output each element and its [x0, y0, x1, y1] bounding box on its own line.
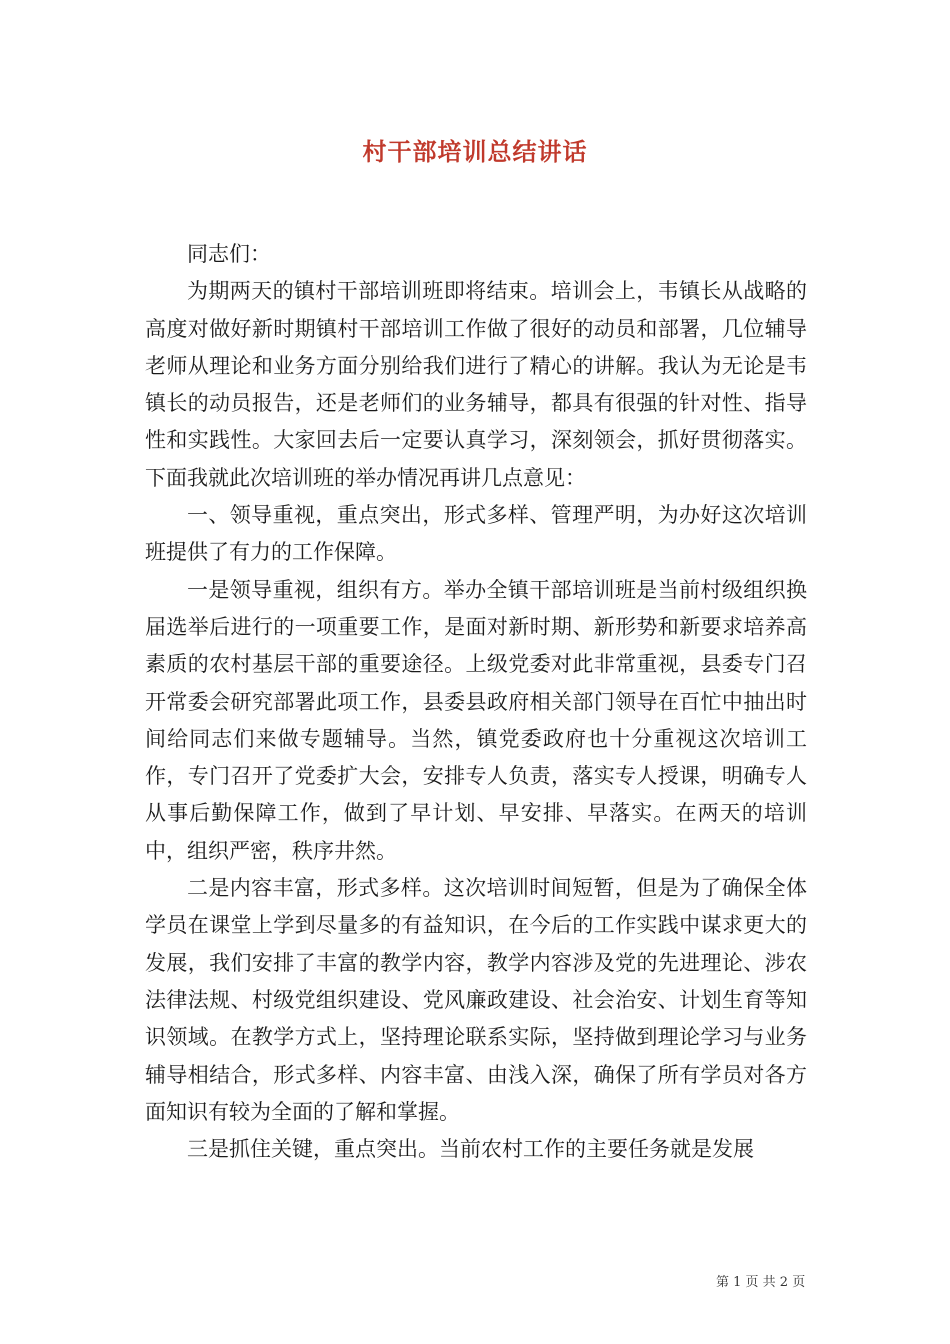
paragraph-point-1: 一是领导重视，组织有方。举办全镇干部培训班是当前村级组织换届选举后进行的一项重要工作，是面对新时期、新形势和新要求培养高素质的农村基层干部的重要途径。上级党委对此非常重视，县委专门召开常委会研究部署此项工作，县委县政府相关部门领导在百忙中抽出时间给同志们来做专题辅导。当然，镇党委政府也十分重视这次培训工作，专门召开了党委扩大会，安排专人负责，落实专人授课，明确专人从事后勤保障工作，做到了早计划、早安排、早落实。在两天的培训中，组织严密，秩序井然。 [145, 577, 807, 863]
document-title: 村干部培训总结讲话 [362, 137, 588, 166]
page-number-footer: 第 1 页 共 2 页 [716, 1275, 806, 1290]
document-body [145, 236, 807, 1168]
paragraph-section-heading: 一、领导重视，重点突出，形式多样、管理严明，为办好这次培训班提供了有力的工作保障。 [145, 503, 807, 565]
paragraph-intro: 为期两天的镇村干部培训班即将结束。培训会上，韦镇长从战略的高度对做好新时期镇村干部培训工作做了很好的动员和部署，几位辅导老师从理论和业务方面分别给我们进行了精心的讲解。我认为无论是韦镇长的动员报告，还是老师们的业务辅导，都具有很强的针对性、指导性和实践性。大家回去后一定要认真学习，深刻领会，抓好贯彻落实。下面我就此次培训班的举办情况再讲几点意见： [145, 279, 807, 490]
paragraph-point-2: 二是内容丰富，形式多样。这次培训时间短暂，但是为了确保全体学员在课堂上学到尽量多的有益知识，在今后的工作实践中谋求更大的发展，我们安排了丰富的教学内容，教学内容涉及党的先进理论、涉农法律法规、村级党组织建设、党风廉政建设、社会治安、计划生育等知识领域。在教学方式上，坚持理论联系实际，坚持做到理论学习与业务辅导相结合，形式多样、内容丰富、由浅入深，确保了所有学员对各方面知识有较为全面的了解和掌握。 [145, 876, 807, 1124]
paragraph-point-3: 三是抓住关键，重点突出。当前农村工作的主要任务就是发展 [187, 1137, 754, 1162]
salutation: 同志们： [187, 242, 271, 266]
